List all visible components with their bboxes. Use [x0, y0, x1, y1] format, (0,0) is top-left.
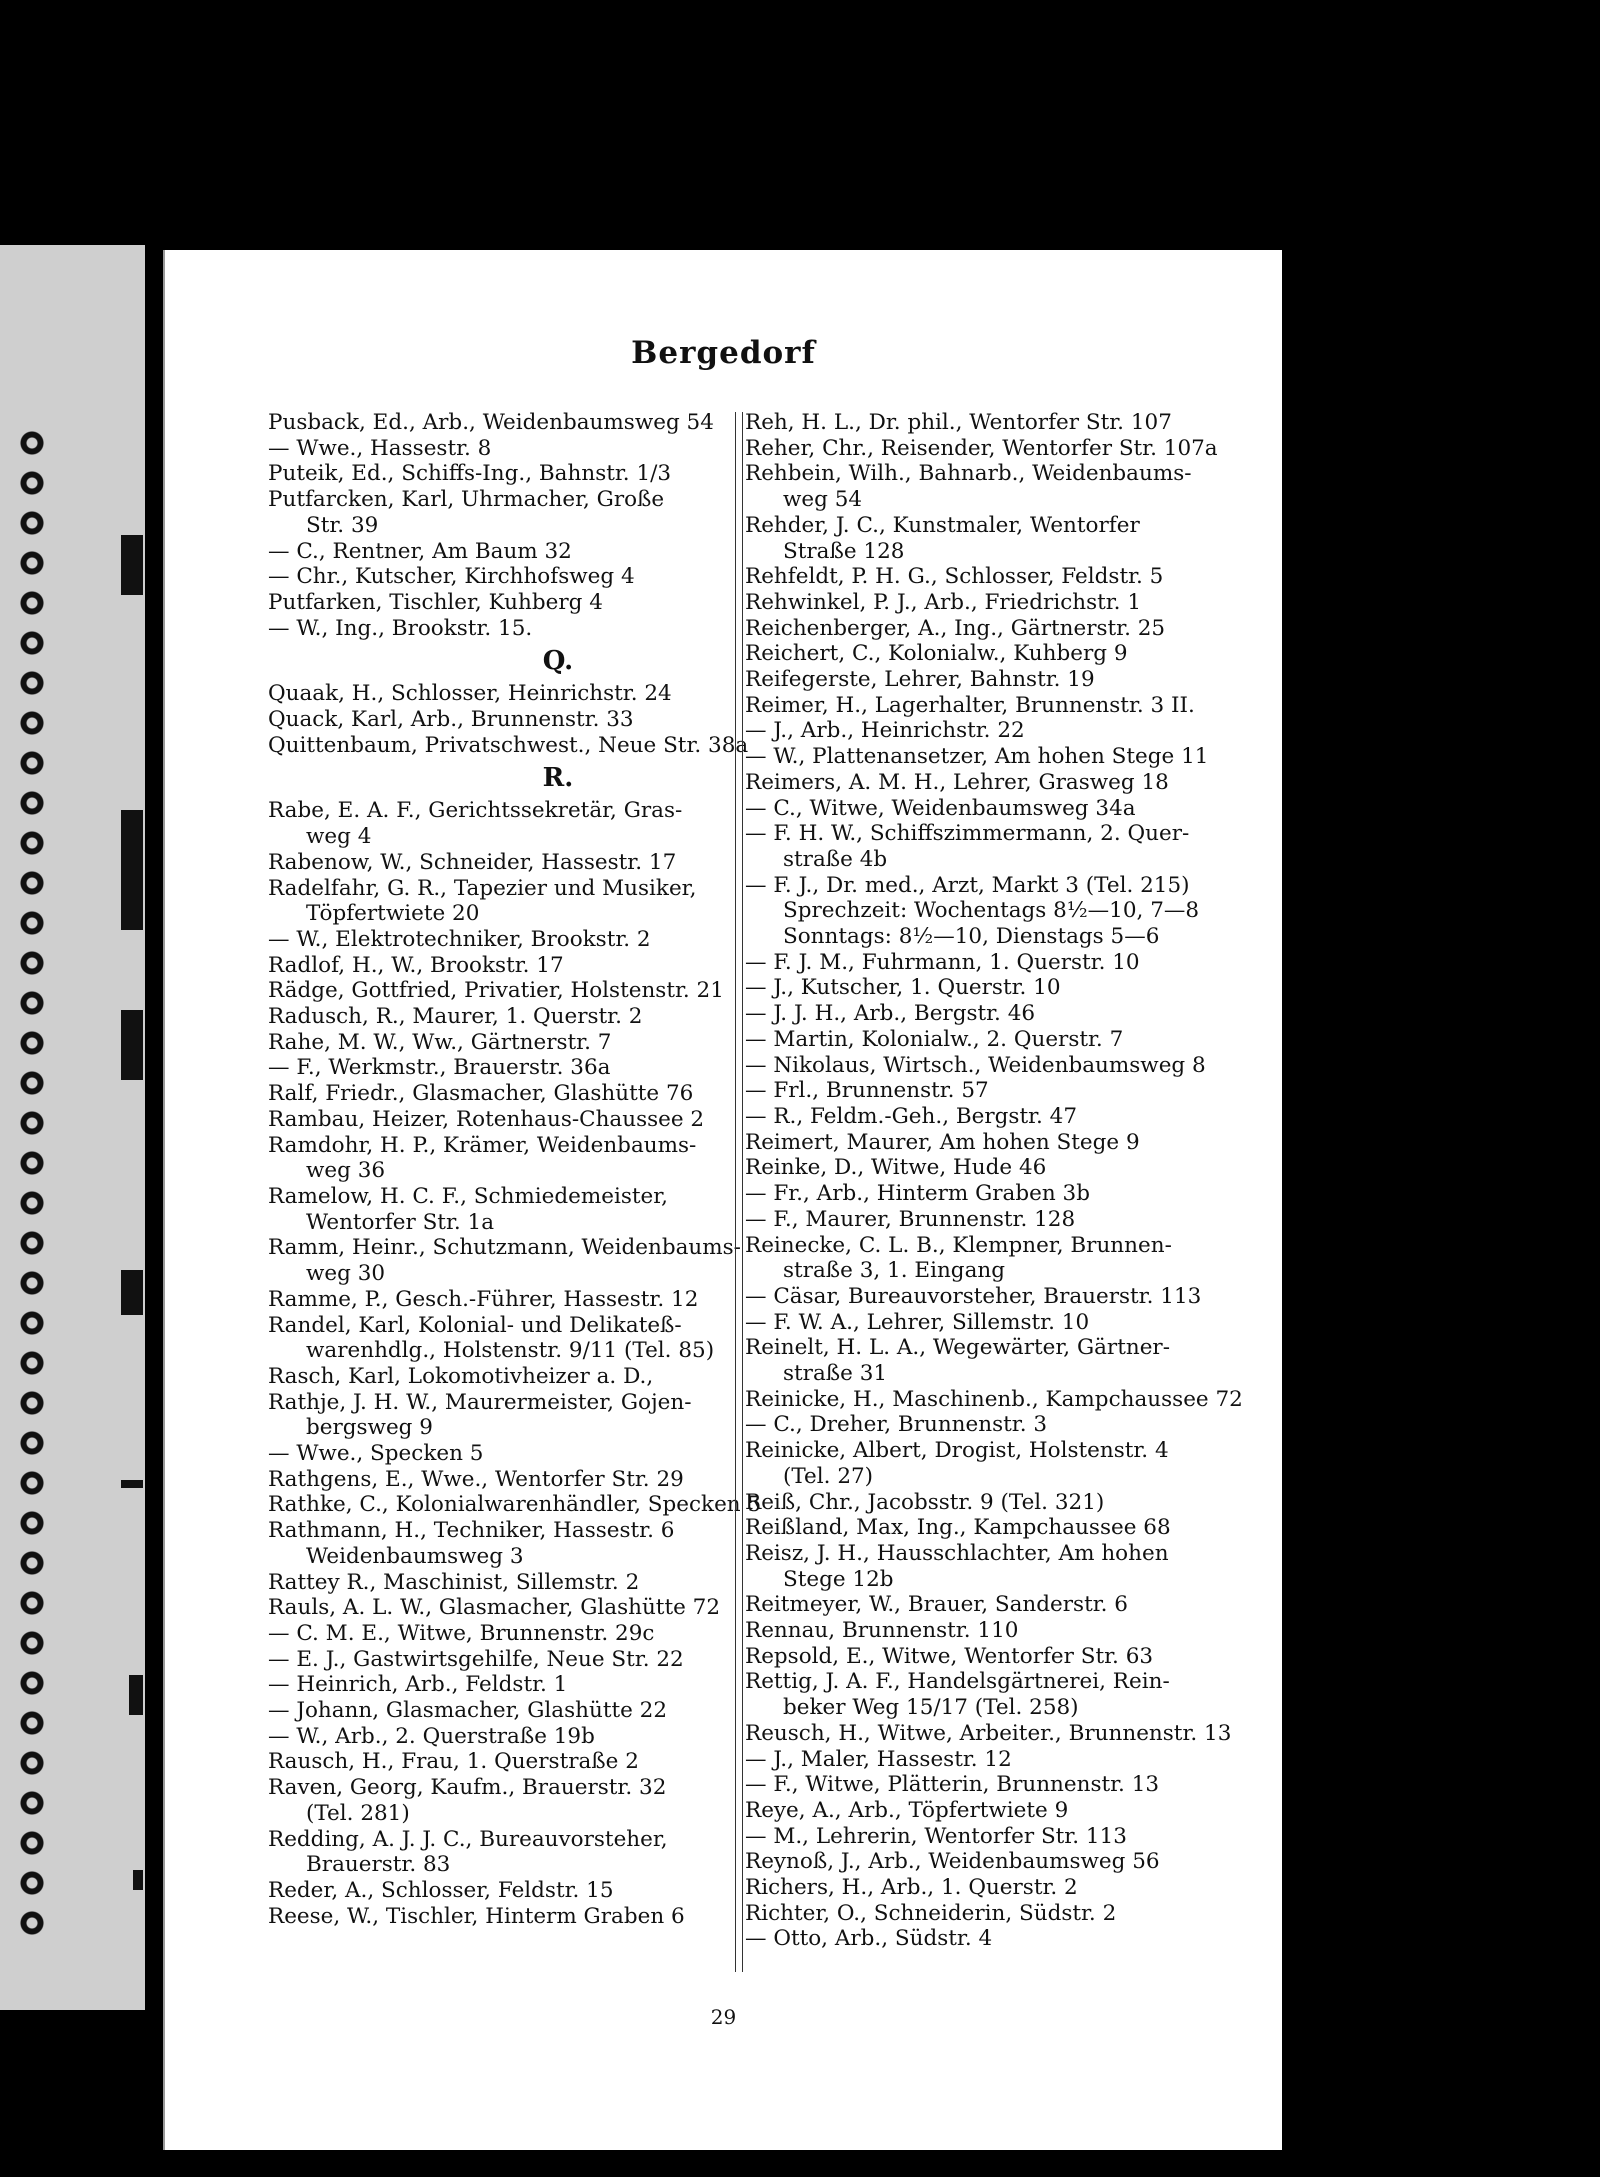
directory-entry: Rathgens, E., Wwe., Wentorfer Str. 29 [268, 1466, 684, 1492]
directory-entry: Ralf, Friedr., Glasmacher, Glashütte 76 [268, 1081, 694, 1107]
directory-entry: Reinecke, C. L. B., Klempner, Brunnen- [745, 1232, 1172, 1258]
directory-entry: Reimer, H., Lagerhalter, Brunnenstr. 3 II. [745, 692, 1195, 718]
directory-entry: — F. H. W., Schiffszimmermann, 2. Quer- [745, 821, 1190, 847]
directory-entry: Reitmeyer, W., Brauer, Sanderstr. 6 [745, 1592, 1128, 1618]
directory-entry: Reimert, Maurer, Am hohen Stege 9 [745, 1129, 1140, 1155]
directory-entry: — Martin, Kolonialw., 2. Querstr. 7 [745, 1026, 1124, 1052]
directory-entry: Reese, W., Tischler, Hinterm Graben 6 [268, 1903, 685, 1929]
fragment-mark [121, 535, 143, 595]
directory-entry: straße 4b [783, 846, 888, 872]
directory-entry: Rehfeldt, P. H. G., Schlosser, Feldstr. 5 [745, 564, 1164, 590]
directory-entry: Reye, A., Arb., Töpfertwiete 9 [745, 1797, 1069, 1823]
directory-entry: Rabe, E. A. F., Gerichtssekretär, Gras- [268, 798, 683, 824]
directory-entry: Reder, A., Schlosser, Feldstr. 15 [268, 1877, 614, 1903]
directory-entry: Richers, H., Arb., 1. Querstr. 2 [745, 1875, 1078, 1901]
directory-entry: Reh, H. L., Dr. phil., Wentorfer Str. 107 [745, 410, 1172, 435]
directory-entry: (Tel. 281) [306, 1800, 410, 1826]
fragment-mark [133, 1870, 143, 1890]
directory-entry: — Frl., Brunnenstr. 57 [745, 1078, 989, 1104]
directory-entry: — Otto, Arb., Südstr. 4 [745, 1926, 993, 1952]
directory-entry: Raven, Georg, Kaufm., Brauerstr. 32 [268, 1775, 667, 1801]
directory-entry: Rauls, A. L. W., Glasmacher, Glashütte 72 [268, 1595, 721, 1621]
directory-entry: Putfarken, Tischler, Kuhberg 4 [268, 589, 603, 615]
directory-entry: — F., Maurer, Brunnenstr. 128 [745, 1206, 1076, 1232]
fragment-mark [121, 1270, 143, 1315]
right-column [745, 410, 1305, 1952]
directory-entry: Puteik, Ed., Schiffs-Ing., Bahnstr. 1/3 [268, 461, 672, 487]
directory-entry: — Fr., Arb., Hinterm Graben 3b [745, 1181, 1090, 1207]
directory-entry: warenhdlg., Holstenstr. 9/11 (Tel. 85) [306, 1338, 715, 1364]
adjacent-page-edge [0, 245, 145, 2010]
directory-entry: — J. J. H., Arb., Bergstr. 46 [745, 1001, 1036, 1027]
directory-entry: — W., Plattenansetzer, Am hohen Stege 11 [745, 744, 1209, 770]
directory-entry: Reusch, H., Witwe, Arbeiter., Brunnenstr. 13 [745, 1720, 1232, 1746]
directory-page [163, 250, 1282, 2150]
directory-entry: — Chr., Kutscher, Kirchhofsweg 4 [268, 564, 635, 590]
directory-entry: Brauerstr. 83 [306, 1852, 451, 1878]
directory-entry: — E. J., Gastwirtsgehilfe, Neue Str. 22 [268, 1646, 684, 1672]
directory-entry: Str. 39 [306, 512, 379, 538]
section-letter: R. [542, 763, 574, 794]
directory-entry: straße 31 [783, 1361, 888, 1387]
directory-entry: — Nikolaus, Wirtsch., Weidenbaumsweg 8 [745, 1052, 1206, 1078]
directory-entry: Radelfahr, G. R., Tapezier und Musiker, [268, 875, 697, 901]
directory-entry: — R., Feldm.-Geh., Bergstr. 47 [745, 1103, 1078, 1129]
directory-entry: Quack, Karl, Arb., Brunnenstr. 33 [268, 707, 634, 733]
directory-entry: Reichert, C., Kolonialw., Kuhberg 9 [745, 641, 1128, 667]
directory-entry: Sonntags: 8½—10, Dienstags 5—6 [783, 924, 1160, 950]
directory-entry: Reinicke, Albert, Drogist, Holstenstr. 4 [745, 1438, 1169, 1464]
directory-entry: weg 36 [306, 1158, 386, 1184]
directory-entry: — J., Maler, Hassestr. 12 [745, 1746, 1012, 1772]
page-number: 29 [710, 2005, 737, 2029]
directory-entry: Weidenbaumsweg 3 [306, 1543, 524, 1569]
directory-entry: — C., Dreher, Brunnenstr. 3 [745, 1412, 1048, 1438]
section-letter: Q. [542, 646, 574, 677]
directory-entry: weg 4 [306, 824, 372, 850]
directory-entry: Sprechzeit: Wochentags 8½—10, 7—8 [783, 898, 1200, 924]
directory-entry: — J., Arb., Heinrichstr. 22 [745, 718, 1025, 744]
directory-entry: Rathmann, H., Techniker, Hassestr. 6 [268, 1518, 675, 1544]
directory-entry: Randel, Karl, Kolonial- und Delikateß- [268, 1312, 682, 1338]
directory-entry: Reisz, J. H., Hausschlachter, Am hohen [745, 1540, 1169, 1566]
directory-entry: Rausch, H., Frau, 1. Querstraße 2 [268, 1749, 639, 1775]
directory-entry: bergsweg 9 [306, 1415, 433, 1441]
directory-entry: Ramme, P., Gesch.-Führer, Hassestr. 12 [268, 1286, 699, 1312]
directory-entry: — Wwe., Specken 5 [268, 1441, 484, 1467]
directory-entry: Rehwinkel, P. J., Arb., Friedrichstr. 1 [745, 589, 1142, 615]
directory-entry: Ramm, Heinr., Schutzmann, Weidenbaums- [268, 1235, 741, 1261]
directory-entry: weg 30 [306, 1261, 386, 1287]
directory-entry: — M., Lehrerin, Wentorfer Str. 113 [745, 1823, 1127, 1849]
directory-entry: Rennau, Brunnenstr. 110 [745, 1618, 1019, 1644]
directory-entry: Ramdohr, H. P., Krämer, Weidenbaums- [268, 1132, 697, 1158]
directory-entry: Redding, A. J. J. C., Bureauvorsteher, [268, 1826, 668, 1852]
fragment-mark [121, 810, 143, 930]
directory-entry: — J., Kutscher, 1. Querstr. 10 [745, 975, 1061, 1001]
directory-entry: — F., Werkmstr., Brauerstr. 36a [268, 1055, 611, 1081]
directory-entry: Radlof, H., W., Brookstr. 17 [268, 952, 564, 978]
directory-entry: — C. M. E., Witwe, Brunnenstr. 29c [268, 1620, 655, 1646]
directory-entry: Straße 128 [783, 538, 905, 564]
directory-entry: beker Weg 15/17 (Tel. 258) [783, 1695, 1079, 1721]
directory-entry: Rehbein, Wilh., Bahnarb., Weidenbaums- [745, 461, 1192, 487]
directory-entry: Quittenbaum, Privatschwest., Neue Str. 38a [268, 732, 749, 758]
column-divider [735, 412, 743, 1972]
directory-entry: Rambau, Heizer, Rotenhaus-Chaussee 2 [268, 1106, 705, 1132]
page-title: Bergedorf [631, 335, 816, 371]
directory-entry: Pusback, Ed., Arb., Weidenbaumsweg 54 [268, 410, 714, 435]
directory-entry: Rettig, J. A. F., Handelsgärtnerei, Rein- [745, 1669, 1170, 1695]
directory-entry: Reißland, Max, Ing., Kampchaussee 68 [745, 1515, 1171, 1541]
directory-entry: straße 3, 1. Eingang [783, 1258, 1005, 1284]
directory-entry: — W., Arb., 2. Querstraße 19b [268, 1723, 595, 1749]
directory-entry: — Heinrich, Arb., Feldstr. 1 [268, 1672, 568, 1698]
directory-entry: Reimers, A. M. H., Lehrer, Grasweg 18 [745, 769, 1169, 795]
directory-entry: Radusch, R., Maurer, 1. Querstr. 2 [268, 1004, 643, 1030]
directory-entry: — C., Witwe, Weidenbaumsweg 34a [745, 795, 1136, 821]
directory-entry: — F. W. A., Lehrer, Sillemstr. 10 [745, 1309, 1090, 1335]
directory-entry: — C., Rentner, Am Baum 32 [268, 538, 572, 564]
directory-entry: Rathje, J. H. W., Maurermeister, Gojen- [268, 1389, 692, 1415]
directory-entry: Reynoß, J., Arb., Weidenbaumsweg 56 [745, 1849, 1160, 1875]
directory-entry: Rattey R., Maschinist, Sillemstr. 2 [268, 1569, 640, 1595]
fragment-mark [121, 1480, 143, 1488]
ornament-border-icon [6, 423, 58, 1943]
directory-entry: Reinke, D., Witwe, Hude 46 [745, 1155, 1047, 1181]
directory-entry: — Wwe., Hassestr. 8 [268, 435, 492, 461]
directory-entry: weg 54 [783, 487, 863, 513]
directory-entry: Reher, Chr., Reisender, Wentorfer Str. 107a [745, 435, 1218, 461]
directory-entry: — W., Elektrotechniker, Brookstr. 2 [268, 926, 651, 952]
directory-entry: (Tel. 27) [783, 1463, 874, 1489]
directory-entry: Töpfertwiete 20 [306, 901, 480, 927]
directory-entry: Reichenberger, A., Ing., Gärtnerstr. 25 [745, 615, 1166, 641]
directory-entry: — F. J., Dr. med., Arzt, Markt 3 (Tel. 215) [745, 872, 1190, 898]
directory-entry: Rathke, C., Kolonialwarenhändler, Specken 5 [268, 1492, 762, 1518]
directory-entry: Richter, O., Schneiderin, Südstr. 2 [745, 1900, 1117, 1926]
directory-entry: Rahe, M. W., Ww., Gärtnerstr. 7 [268, 1029, 612, 1055]
directory-entry: Ramelow, H. C. F., Schmiedemeister, [268, 1183, 669, 1209]
fragment-mark [121, 1010, 143, 1080]
directory-entry: — F. J. M., Fuhrmann, 1. Querstr. 10 [745, 949, 1140, 975]
directory-entry: Reinicke, H., Maschinenb., Kampchaussee 72 [745, 1386, 1243, 1412]
directory-entry: Reinelt, H. L. A., Wegewärter, Gärtner- [745, 1335, 1170, 1361]
fragment-mark [129, 1675, 143, 1715]
directory-entry: — Johann, Glasmacher, Glashütte 22 [268, 1698, 668, 1724]
directory-entry: — F., Witwe, Plätterin, Brunnenstr. 13 [745, 1772, 1160, 1798]
directory-entry: Rabenow, W., Schneider, Hassestr. 17 [268, 849, 677, 875]
directory-entry: — Cäsar, Bureauvorsteher, Brauerstr. 113 [745, 1283, 1202, 1309]
directory-entry: Rasch, Karl, Lokomotivheizer a. D., [268, 1363, 654, 1389]
directory-entry: Reiß, Chr., Jacobsstr. 9 (Tel. 321) [745, 1489, 1105, 1515]
directory-entry: — W., Ing., Brookstr. 15. [268, 615, 533, 641]
directory-entry: Quaak, H., Schlosser, Heinrichstr. 24 [268, 681, 672, 707]
directory-entry: Repsold, E., Witwe, Wentorfer Str. 63 [745, 1643, 1154, 1669]
directory-entry: Reifegerste, Lehrer, Bahnstr. 19 [745, 667, 1095, 693]
directory-entry: Rädge, Gottfried, Privatier, Holstenstr. 21 [268, 978, 724, 1004]
directory-entry: Stege 12b [783, 1566, 894, 1592]
directory-entry: Wentorfer Str. 1a [306, 1209, 495, 1235]
left-column [268, 410, 828, 1929]
directory-entry: Putfarcken, Karl, Uhrmacher, Große [268, 487, 665, 513]
directory-entry: Rehder, J. C., Kunstmaler, Wentorfer [745, 512, 1140, 538]
